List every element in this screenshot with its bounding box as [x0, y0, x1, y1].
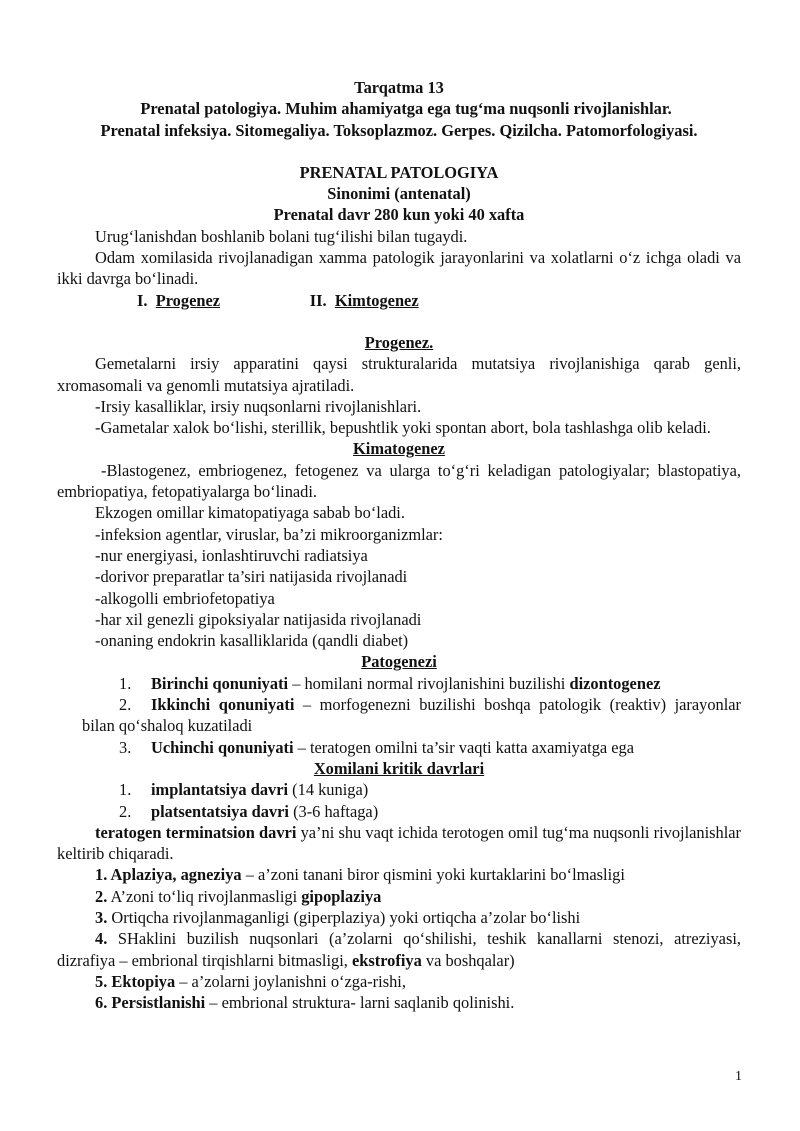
- defect-text: Ortiqcha rivojlanmaganligi (giperplaziya) yoki ortiqcha a’zolar bo‘lishi: [107, 907, 581, 927]
- period-text: (3-6 haftaga): [288, 801, 379, 821]
- law-number: 1.: [119, 673, 132, 693]
- law-term: Birinchi qonuniyati: [151, 673, 289, 693]
- handout-number: Tarqatma 13: [354, 78, 444, 97]
- list-item: -nur energiyasi, ionlashtiruvchi radiatsiya: [95, 545, 368, 565]
- synonym-line: Sinonimi (antenatal): [327, 184, 471, 204]
- paragraph: Odam xomilasida rivojlanadigan xamma patologik jarayonlarini va xolatlarni o‘z ichga oladi va ikki davrga bo‘linadi.: [57, 248, 741, 289]
- title-line-2: Prenatal infeksiya. Sitomegaliya. Toksoplazmoz. Gerpes. Qizilcha. Patomorfologiyasi.: [100, 120, 698, 140]
- list-item: -har xil genezli gipoksiyalar natijasida rivojlanadi: [95, 609, 422, 629]
- paragraph: -Irsiy kasalliklar, irsiy nuqsonlarni rivojlanishlari.: [95, 396, 422, 416]
- section-heading: PRENATAL PATOLOGIYA: [299, 162, 499, 182]
- paragraph: -Blastogenez, embriogenez, fetogenez va ularga to‘g‘ri keladigan patologiyalar; blastopatiya, embriopatiya, fetopatiyalarga bo‘linadi.: [57, 460, 741, 502]
- law-text: – morfogenezni buzilishi boshqa patologik (reaktiv) jarayonlar bilan qo‘shaloq kuzatiladi: [82, 695, 741, 736]
- roman-numeral: II.: [309, 290, 327, 310]
- law-text: – homilani normal rivojlanishini buzilishi: [288, 673, 570, 693]
- defect-item: [57, 928, 741, 971]
- period-item: [57, 801, 741, 822]
- document-body: [57, 77, 741, 1013]
- paragraph: Gemetalarni irsiy apparatini qaysi strukturalarida mutatsiya rivojlanishiga qarab genli, xromasomali va genomli mutatsiya ajratiladi.: [57, 354, 741, 395]
- defect-term: gipoplaziya: [301, 886, 382, 906]
- period-item: [57, 779, 741, 800]
- defect-term: ekstrofiya: [351, 950, 422, 970]
- defect-tail: va boshqalar): [421, 950, 515, 970]
- law-item: [57, 737, 741, 758]
- defect-text: A’zoni to‘liq rivojlanmasligi: [107, 886, 302, 906]
- law-number: 2.: [119, 695, 132, 715]
- list-item: -alkogolli embriofetopatiya: [95, 588, 275, 608]
- defect-lead: 4.: [95, 929, 108, 949]
- period-division: [57, 290, 741, 311]
- law-text: – teratogen omilni ta’sir vaqti katta axamiyatga ega: [293, 737, 635, 757]
- defect-text: SHaklini buzilish nuqsonlari (a’zolarni qo‘shilishi, teshik kanallarni stenozi, atreziyasi, dizrafiya – embrional tirqishlarni bitmasligi,: [57, 929, 741, 970]
- law-item: [57, 694, 741, 737]
- defect-text: – embrional struktura- larni saqlanib qolinishi.: [205, 993, 515, 1013]
- period-term: implantatsiya davri: [151, 780, 289, 800]
- progenez-label: Progenez: [155, 290, 221, 310]
- roman-numeral: I.: [137, 290, 148, 310]
- defect-text: – a’zolarni joylanishni o‘zga-rishi,: [175, 971, 406, 991]
- defect-item: [57, 992, 741, 1013]
- defect-lead: 5. Ektopiya: [95, 971, 176, 991]
- paragraph: [57, 822, 741, 865]
- critical-periods-heading: Xomilani kritik davrlari: [313, 758, 485, 778]
- progenez-heading: Progenez.: [364, 332, 434, 352]
- law-item: [57, 673, 741, 694]
- list-item: -infeksion agentlar, viruslar, ba’zi mikroorganizmlar:: [95, 524, 443, 544]
- teratogen-term: teratogen terminatsion davri: [95, 822, 297, 842]
- list-item: -dorivor preparatlar ta’siri natijasida rivojlanadi: [95, 567, 408, 587]
- period-number: 2.: [119, 801, 132, 821]
- defect-lead: 1. Aplaziya, agneziya: [95, 865, 242, 885]
- defect-item: [57, 864, 741, 885]
- kimatogenez-heading: Kimatogenez: [353, 439, 445, 459]
- patogenez-heading: Patogenezi: [361, 652, 437, 672]
- defect-lead: 6. Persistlanishi: [95, 993, 206, 1013]
- list-item: -onaning endokrin kasalliklarida (qandli diabet): [95, 631, 409, 651]
- defect-item: [57, 971, 741, 992]
- spacer: [57, 311, 741, 332]
- page-number: 1: [735, 1069, 742, 1084]
- period-term: platsentatsiya davri: [151, 801, 289, 821]
- defect-item: [57, 886, 741, 907]
- law-term: Ikkinchi qonuniyati: [151, 695, 295, 715]
- defect-text: – a’zoni tanani biror qismini yoki kurtaklarini bo‘lmasligi: [241, 865, 625, 885]
- list-item: Ekzogen omillar kimatopatiyaga sabab bo‘ladi.: [95, 503, 405, 523]
- paragraph: Urug‘lanishdan boshlanib bolani tug‘ilishi bilan tugaydi.: [95, 226, 468, 246]
- teratogen-text: ya’ni shu vaqt ichida terotogen omil tug‘ma nuqsonli rivojlanishlar keltirib chiqaradi.: [57, 822, 742, 864]
- period-number: 1.: [119, 780, 132, 800]
- period-text: (14 kuniga): [288, 780, 369, 800]
- kimtogenez-label: Kimtogenez: [334, 290, 419, 310]
- defect-lead: 3.: [95, 907, 108, 927]
- title-line-1: Prenatal patologiya. Muhim ahamiyatga ega tug‘ma nuqsonli rivojlanishlar.: [140, 99, 672, 119]
- spacer: [57, 141, 741, 162]
- defect-lead: 2.: [95, 886, 108, 906]
- law-number: 3.: [119, 737, 132, 757]
- defect-item: [57, 907, 741, 928]
- law-term: Uchinchi qonuniyati: [151, 737, 294, 757]
- period-line: Prenatal davr 280 kun yoki 40 xafta: [273, 205, 525, 225]
- paragraph: -Gametalar xalok bo‘lishi, sterillik, bepushtlik yoki spontan abort, bola tashlashga olib keladi.: [95, 418, 711, 438]
- law-term-2: dizontogenez: [569, 673, 661, 693]
